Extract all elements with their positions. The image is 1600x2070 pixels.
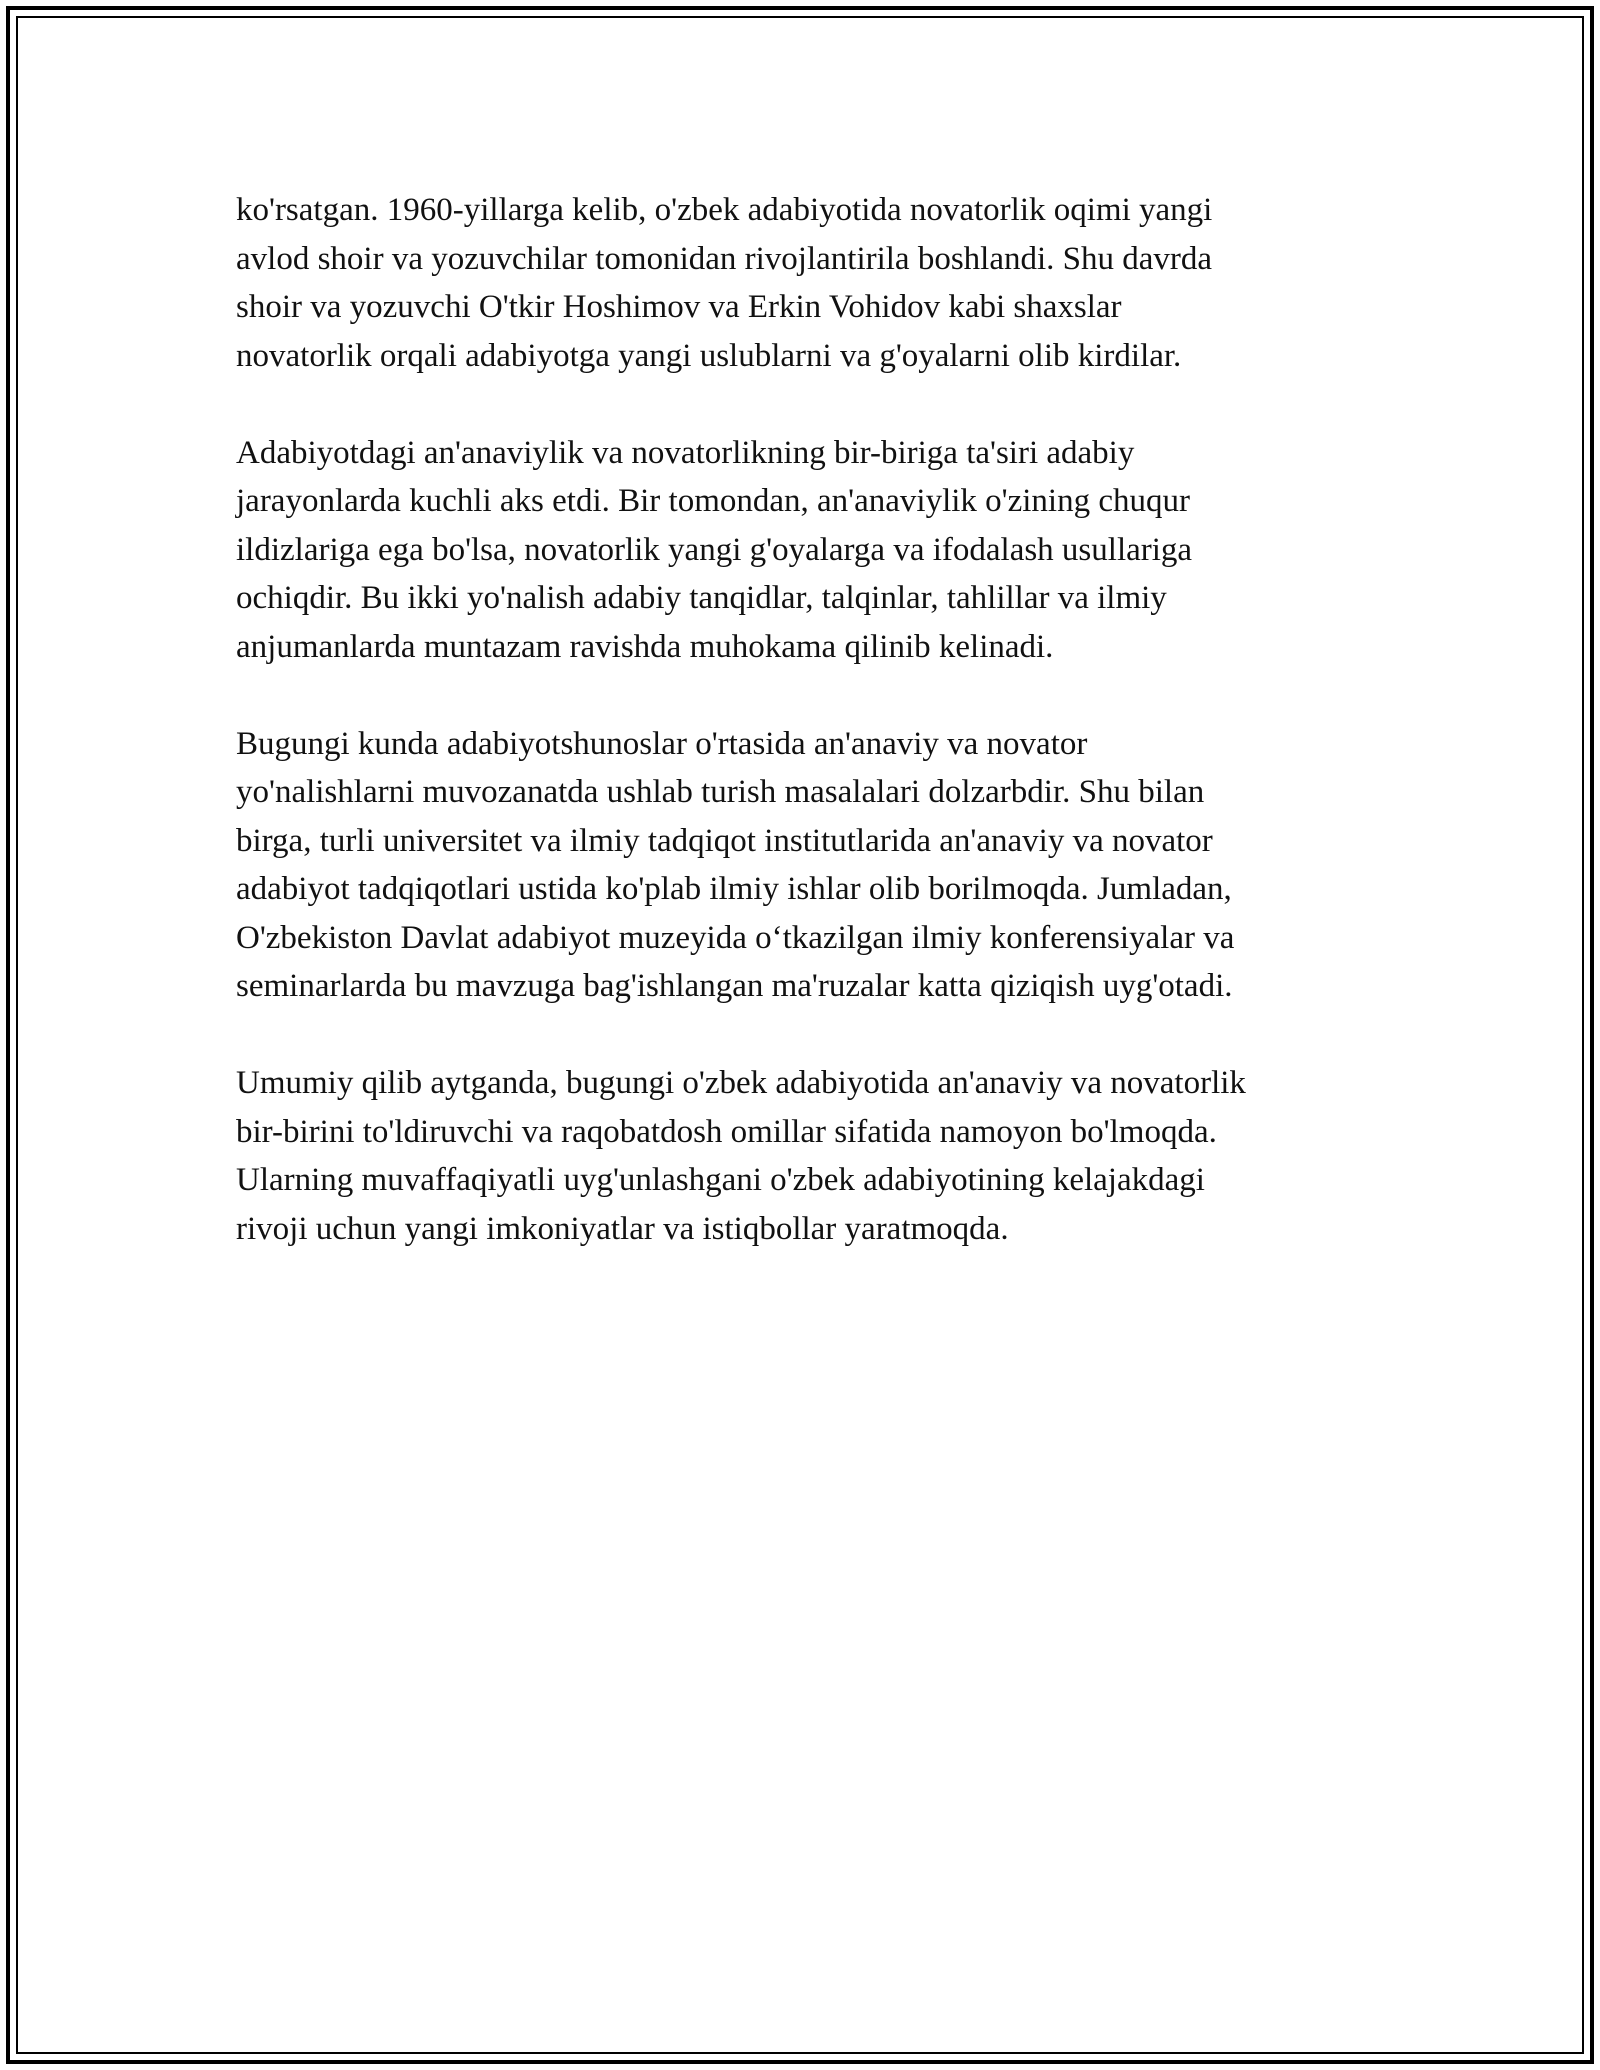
text-line: rivoji uchun yangi imkoniyatlar va istiqbollar yaratmoqda. <box>236 1210 1009 1247</box>
text-line: bir-birini to'ldiruvchi va raqobatdosh omillar sifatida namoyon bo'lmoqda. <box>236 1113 1217 1150</box>
text-line: seminarlarda bu mavzuga bag'ishlangan ma'ruzalar katta qiziqish uyg'otadi. <box>236 968 1233 1004</box>
text-line: birga, turli universitet va ilmiy tadqiqot institutlarida an'anaviy va novator <box>236 822 1213 859</box>
text-line: ko'rsatgan. 1960-yillarga kelib, o'zbek adabiyotida novatorlik oqimi yangi <box>236 192 1213 228</box>
paragraph-1 <box>236 186 1376 380</box>
text-line: O'zbekiston Davlat adabiyot muzeyida o‘tkazilgan ilmiy konferensiyalar va <box>236 919 1235 956</box>
text-line: shoir va yozuvchi O'tkir Hoshimov va Erkin Vohidov kabi shaxslar <box>236 289 1122 325</box>
text-line: Umumiy qilib aytganda, bugungi o'zbek adabiyotida an'anaviy va novatorlik <box>236 1065 1246 1101</box>
text-line: anjumanlarda muntazam ravishda muhokama qilinib kelinadi. <box>236 628 1054 665</box>
text-line: avlod shoir va yozuvchilar tomonidan rivojlantirila boshlandi. Shu davrda <box>236 240 1213 277</box>
paragraph-2 <box>236 429 1376 672</box>
document-body <box>236 186 1376 1302</box>
text-line: adabiyot tadqiqotlari ustida ko'plab ilmiy ishlar olib borilmoqda. Jumladan, <box>236 871 1232 907</box>
text-line: yo'nalishlarni muvozanatda ushlab turish masalalari dolzarbdir. Shu bilan <box>236 774 1205 810</box>
paragraph-4 <box>236 1059 1376 1253</box>
text-line: Adabiyotdagi an'anaviylik va novatorlikning bir-biriga ta'siri adabiy <box>236 434 1135 471</box>
text-line: novatorlik orqali adabiyotga yangi uslublarni va g'oyalarni olib kirdilar. <box>236 337 1182 374</box>
text-line: Bugungi kunda adabiyotshunoslar o'rtasida an'anaviy va novator <box>236 725 1088 762</box>
text-line: jarayonlarda kuchli aks etdi. Bir tomondan, an'anaviylik o'zining chuqur <box>236 483 1190 519</box>
paragraph-3 <box>236 720 1376 1011</box>
text-line: ochiqdir. Bu ikki yo'nalish adabiy tanqidlar, talqinlar, tahlillar va ilmiy <box>236 580 1167 616</box>
text-line: ildizlariga ega bo'lsa, novatorlik yangi g'oyalarga va ifodalash usullariga <box>236 531 1193 568</box>
text-line: Ularning muvaffaqiyatli uyg'unlashgani o'zbek adabiyotining kelajakdagi <box>236 1162 1205 1198</box>
